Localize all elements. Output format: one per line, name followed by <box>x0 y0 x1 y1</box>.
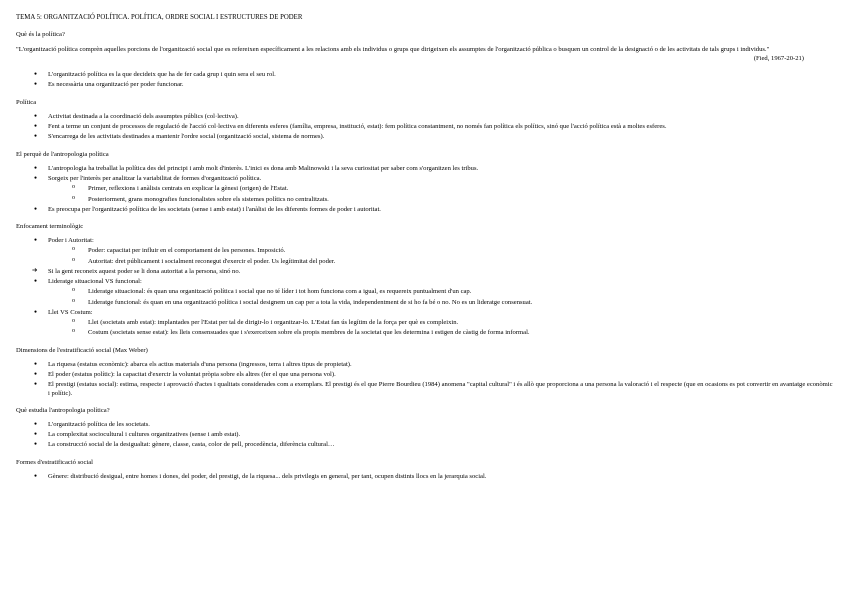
section-heading: Enfocament terminològic <box>16 223 84 230</box>
bullet-item: ● S'encarrega de les activitats destinades a mantenir l'ordre social (organització social, sistema de normes). <box>16 133 834 141</box>
bullet-list <box>16 71 834 89</box>
bullet-item: ● Fent a terme un conjunt de processos de regulació de l'acció col·lectiva en diferents esferes (família, empresa, institució, estat): fem política constantment, no només fan política els polítics, sinó que l'acció política està a moltes esferes. <box>16 123 834 131</box>
bullet-item: ● Gènere: distribució desigual, entre homes i dones, del poder, del prestigi, de la riquesa... dels privilegis en general, per tant, ocupen distints llocs en la jerarquia social. <box>16 473 834 481</box>
bullet-list <box>16 237 834 337</box>
bullet-item: ● Activitat destinada a la coordinació dels assumptes públics (col·lectiva). <box>16 113 834 121</box>
document-title: TEMA 5: ORGANITZACIÓ POLÍTICA. POLÍTICA, ORDRE SOCIAL I ESTRUCTURES DE PODER <box>16 14 303 21</box>
section-heading: Què és la política? <box>16 31 65 39</box>
section-heading: El perquè de l'antropologia política <box>16 150 109 158</box>
sub-bullet-item: o Poder: capacitat per influir en el comportament de les persones. Imposició. <box>16 247 834 255</box>
sub-bullet-item: o Primer, reflexions i anàlisis centrats en explicar la gènesi (origen) de l'Estat. <box>16 185 834 193</box>
bullet-item: ● Lideratge situacional VS funcional: <box>16 278 834 286</box>
section-heading: Formes d'estratificació social <box>16 458 93 466</box>
bullet-item: ● L'organització política es la que decideix que ha de fer cada grup i quin sera el seu rol. <box>16 71 834 79</box>
bullet-item: ● Llei VS Costum: <box>16 309 834 317</box>
bullet-item: ● Es necessària una organització per poder funcionar. <box>16 81 834 89</box>
document-body <box>16 31 834 481</box>
section-heading: Política <box>16 98 37 106</box>
bullet-item: ● La riquesa (estatus econòmic): abarca els actius materials d'una persona (ingressos, terra i altres tipus de propietat). <box>16 361 834 369</box>
bullet-item: ● El poder (estatus polític): la capacitat d'exercir la voluntat pròpia sobre els altres (fer el que una persona vol). <box>16 371 834 379</box>
bullet-item: ● Es preocupa per l'organització política de les societats (sense i amb estat) i l'anàlisi de les diferents formes de poder i autoritat. <box>16 206 834 214</box>
bullet-list <box>16 361 834 398</box>
bullet-item: ● L'antropologia ha treballat la política des del principi i amb molt d'interès. L'inici es dona amb Malinowski i la seva curiositat per saber com s'organitzen les tribus. <box>16 165 834 173</box>
bullet-item: ● El prestigi (estatus social): estima, respecte i aprovació d'actes i qualitats considerades com a exemplars. El prestigi és el que Pierre Bourdieu (1984) anomena "capital cultural" i és allò que proporciona a una persona la valoració i el respecte (que en ocasions es pot convertir en avantatge econòmic i polític). <box>16 381 834 397</box>
bullet-item: ● Sorgeix per l'interès per analitzar la variabilitat de formes d'organització política. <box>16 175 834 183</box>
bullet-list <box>16 165 834 214</box>
bullet-item: ● Poder i Autoritat: <box>16 237 834 245</box>
bullet-item: ● La construcció social de la desigualtat: gènere, classe, casta, color de pell, procedència, diferència cultural… <box>16 441 834 449</box>
sub-bullet-item: o Llei (societats amb estat): implantades per l'Estat per tal de dirigir-lo i organitzar-lo. L'Estat fan ús legítim de la força per què es compleixin. <box>16 319 834 327</box>
sub-bullet-item: o Lideratge situacional: és quan una organització política i social que no té líder i tot hom funciona com a igual, es requereix puntualment d'un cap. <box>16 288 834 296</box>
sub-bullet-item: o Costum (societats sense estat): les lleis consensuades que i s'exerceixen sobre els propis membres de la societat que les determina i estigen de càstig de forma informal. <box>16 329 834 337</box>
bullet-list <box>16 421 834 450</box>
bullet-item: ● La complexitat sociocultural i cultures organitzatives (sense i amb estat). <box>16 431 834 439</box>
quote: "L'organització política comprèn aquelles porcions de l'organització social que es refereixen específicament a les relacions amb els individus o grups que dirigeixen els assumptes de l'organització pública o busquen un control de la designació o de les activitats de tals grups i individus." <box>16 45 770 53</box>
sub-bullet-item: o Autoritat: dret públicament i socialment reconegut d'exercir el poder. Us legítimitat del poder. <box>16 258 834 266</box>
bullet-item: ● L'organització política de les societats. <box>16 421 834 429</box>
arrow-note: ➔ Si la gent reconeix aquest poder se li dona autoritat a la persona, sinó no. <box>16 268 834 276</box>
section-heading: Què estudia l'antropologia política? <box>16 406 110 414</box>
section-heading: Dimensions de l'estratificació social (Max Weber) <box>16 346 148 354</box>
sub-bullet-item: o Posteriorment, grans monografies funcionalistes sobre els sistemes polítics no centralitzats. <box>16 196 834 204</box>
citation: (Fied, 1967-20-21) <box>753 54 804 62</box>
sub-bullet-item: o Lideratge funcional: és quan en una organització política i social designem un cap per a tota la vida, independentment de si ho fa bé o no. No es un lideratge consensuat. <box>16 299 834 307</box>
bullet-list <box>16 113 834 142</box>
bullet-list <box>16 473 834 481</box>
